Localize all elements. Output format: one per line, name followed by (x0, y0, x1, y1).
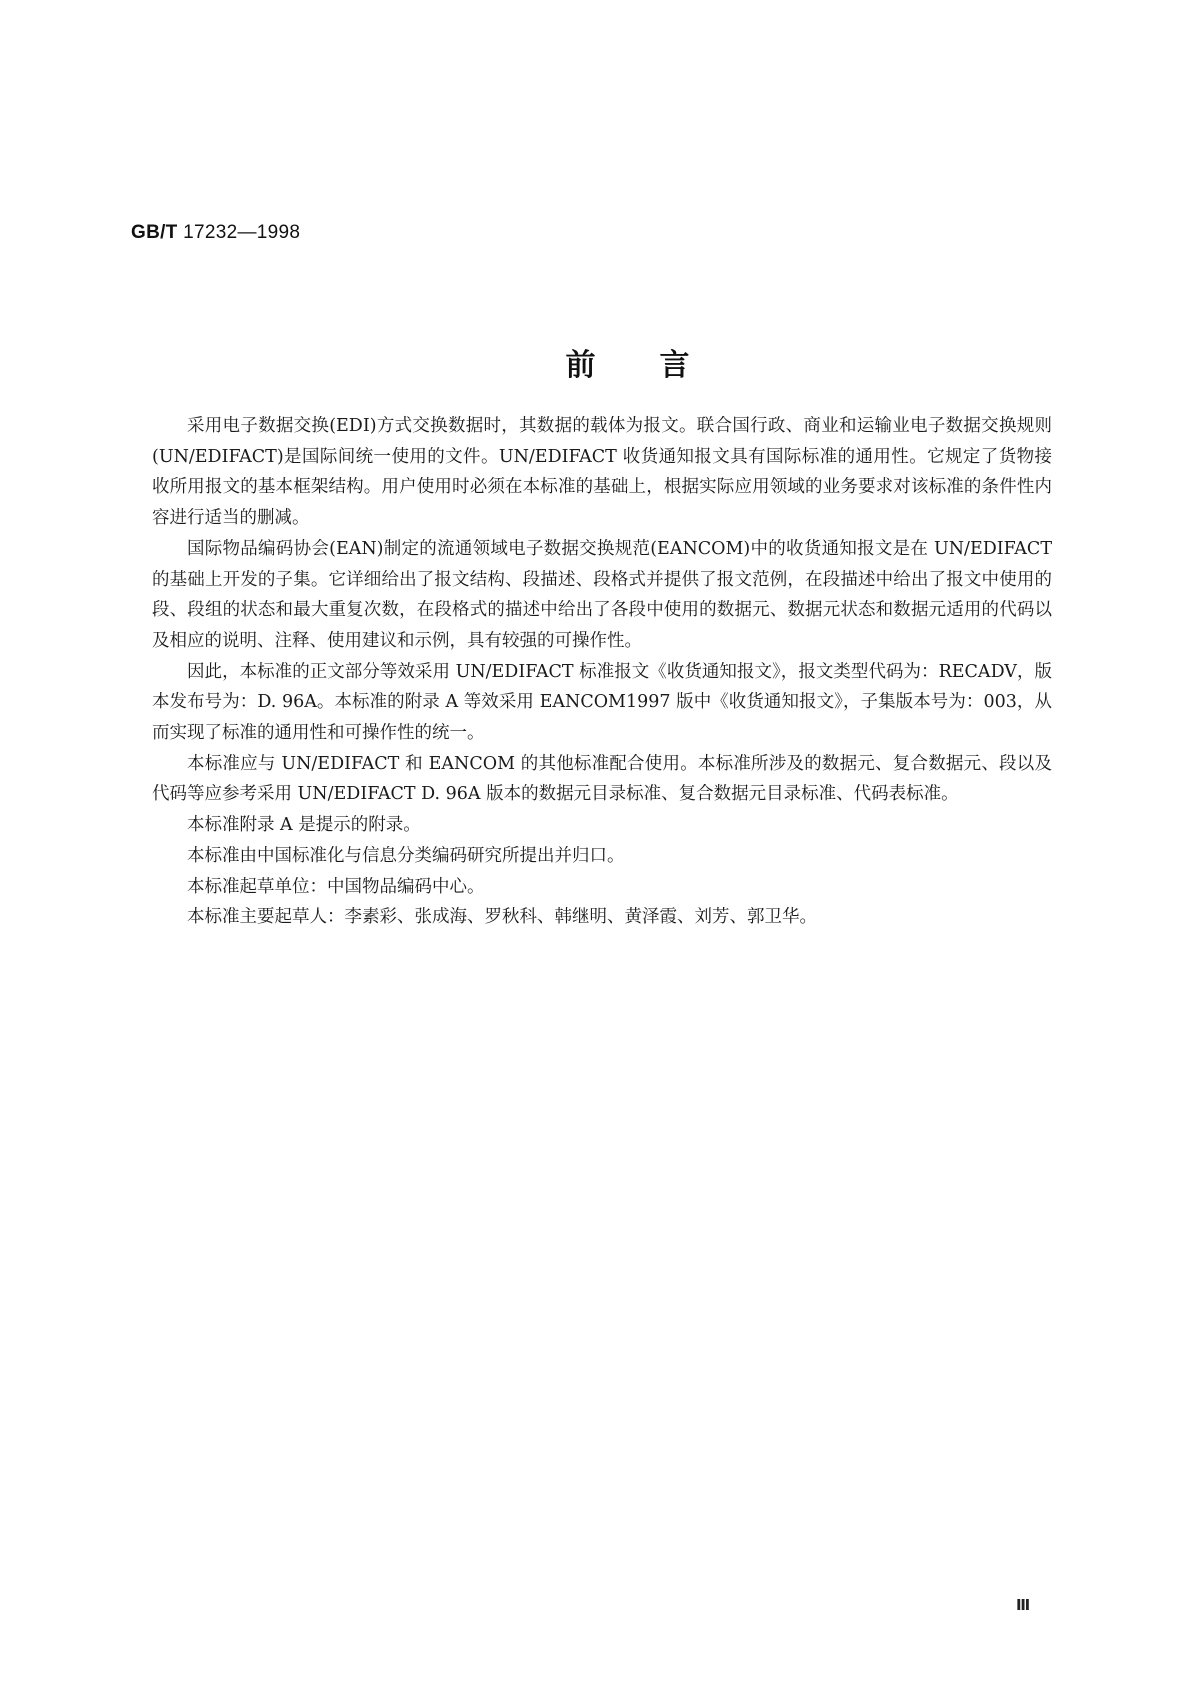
paragraph-adoption: 因此，本标准的正文部分等效采用 UN/EDIFACT 标准报文《收货通知报文》，报文类型代码为：RECADV，版本发布号为：D. 96A。本标准的附录 A 等效采用 EANCOM1997 版中《收货通知报文》，子集版本号为：003，从而实现了标准的通用性和可操作性的统一。 (152, 661, 1052, 744)
paragraph-edi-intro: 采用电子数据交换(EDI)方式交换数据时，其数据的载体为报文。联合国行政、商业和运输业电子数据交换规则(UN/EDIFACT)是国际间统一使用的文件。UN/EDIFACT 收货通知报文具有国际标准的通用性。它规定了货物接收所用报文的基本框架结构。用户使用时必须在本标准的基础上，根据实际应用领域的业务要求对该标准的条件性内容进行适当的删减。 (152, 416, 1052, 529)
paragraph-appendix: 本标准附录 A 是提示的附录。 (187, 815, 421, 836)
paragraph-drafters: 本标准主要起草人：李素彩、张成海、罗秋科、韩继明、黄泽霞、刘芳、郭卫华。 (187, 907, 817, 928)
page-title: 前言 (565, 348, 754, 383)
page-number: Ⅲ (1016, 1596, 1031, 1614)
foreword-body (152, 411, 1052, 933)
paragraph-eancom: 国际物品编码协会(EAN)制定的流通领域电子数据交换规范(EANCOM)中的收货通知报文是在 UN/EDIFACT 的基础上开发的子集。它详细给出了报文结构、段描述、段格式并提供了报文范例，在段描述中给出了报文中使用的段、段组的状态和最大重复次数，在段格式的描述中给出了各段中使用的数据元、数据元状态和数据元适用的代码以及相应的说明、注释、使用建议和示例，具有较强的可操作性。 (152, 538, 1052, 651)
paragraph-usage: 本标准应与 UN/EDIFACT 和 EANCOM 的其他标准配合使用。本标准所涉及的数据元、复合数据元、段以及代码等应参考采用 UN/EDIFACT D. 96A 版本的数据元目录标准、复合数据元目录标准、代码表标准。 (152, 753, 1052, 805)
standard-code: 17232—1998 (177, 222, 301, 243)
standard-prefix: GB/T (131, 222, 178, 243)
standard-number (131, 222, 300, 244)
paragraph-drafting-unit: 本标准起草单位：中国物品编码中心。 (187, 876, 485, 897)
paragraph-proposer: 本标准由中国标准化与信息分类编码研究所提出并归口。 (187, 845, 625, 866)
